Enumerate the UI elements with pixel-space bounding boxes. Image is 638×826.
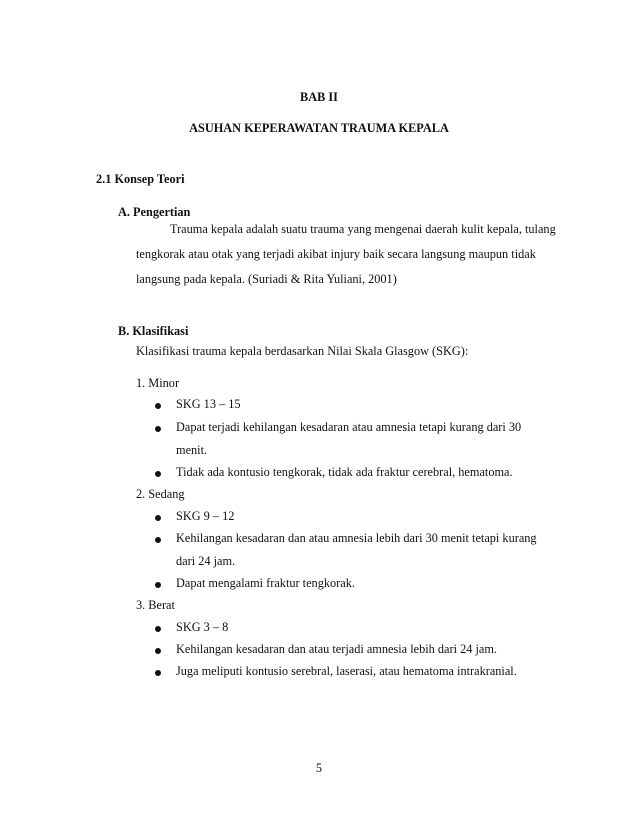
minor-bullet-2-cont: menit. bbox=[176, 443, 208, 457]
bullet-icon bbox=[155, 426, 161, 432]
bullet-icon bbox=[155, 670, 161, 676]
definition-line-3: langsung pada kepala. (Suriadi & Rita Yuliani, 2001) bbox=[136, 272, 397, 286]
category-sedang-label: 2. Sedang bbox=[136, 487, 185, 501]
chapter-title: ASUHAN KEPERAWATAN TRAUMA KEPALA bbox=[189, 121, 449, 135]
section-heading: 2.1 Konsep Teori bbox=[96, 172, 185, 186]
sedang-bullet-2: Kehilangan kesadaran dan atau amnesia lebih dari 30 menit tetapi kurang bbox=[176, 531, 537, 545]
berat-bullet-3: Juga meliputi kontusio serebral, laserasi, atau hematoma intrakranial. bbox=[176, 664, 517, 678]
chapter-label: BAB II bbox=[300, 90, 338, 104]
bullet-icon bbox=[155, 648, 161, 654]
subsection-b-heading: B. Klasifikasi bbox=[118, 324, 189, 338]
bullet-icon bbox=[155, 515, 161, 521]
category-minor-label: 1. Minor bbox=[136, 376, 180, 390]
bullet-icon bbox=[155, 626, 161, 632]
bullet-icon bbox=[155, 403, 161, 409]
minor-bullet-3: Tidak ada kontusio tengkorak, tidak ada fraktur cerebral, hematoma. bbox=[176, 465, 513, 479]
sedang-bullet-3: Dapat mengalami fraktur tengkorak. bbox=[176, 576, 355, 590]
sedang-bullet-2-cont: dari 24 jam. bbox=[176, 554, 236, 568]
minor-bullet-2: Dapat terjadi kehilangan kesadaran atau amnesia tetapi kurang dari 30 bbox=[176, 420, 522, 434]
page-number: 5 bbox=[315, 761, 323, 775]
definition-line-2: tengkorak atau otak yang terjadi akibat injury baik secara langsung maupun tidak bbox=[136, 247, 536, 261]
definition-line-1: Trauma kepala adalah suatu trauma yang mengenai daerah kulit kepala, tulang bbox=[170, 222, 556, 236]
berat-bullet-2: Kehilangan kesadaran dan atau terjadi amnesia lebih dari 24 jam. bbox=[176, 642, 497, 656]
berat-bullet-1: SKG 3 – 8 bbox=[176, 620, 229, 634]
classification-intro: Klasifikasi trauma kepala berdasarkan Nilai Skala Glasgow (SKG): bbox=[136, 344, 469, 358]
sedang-bullet-1: SKG 9 – 12 bbox=[176, 509, 235, 523]
bullet-icon bbox=[155, 582, 161, 588]
subsection-a-heading: A. Pengertian bbox=[118, 205, 191, 219]
bullet-icon bbox=[155, 537, 161, 543]
minor-bullet-1: SKG 13 – 15 bbox=[176, 397, 241, 411]
bullet-icon bbox=[155, 471, 161, 477]
category-berat-label: 3. Berat bbox=[136, 598, 175, 612]
